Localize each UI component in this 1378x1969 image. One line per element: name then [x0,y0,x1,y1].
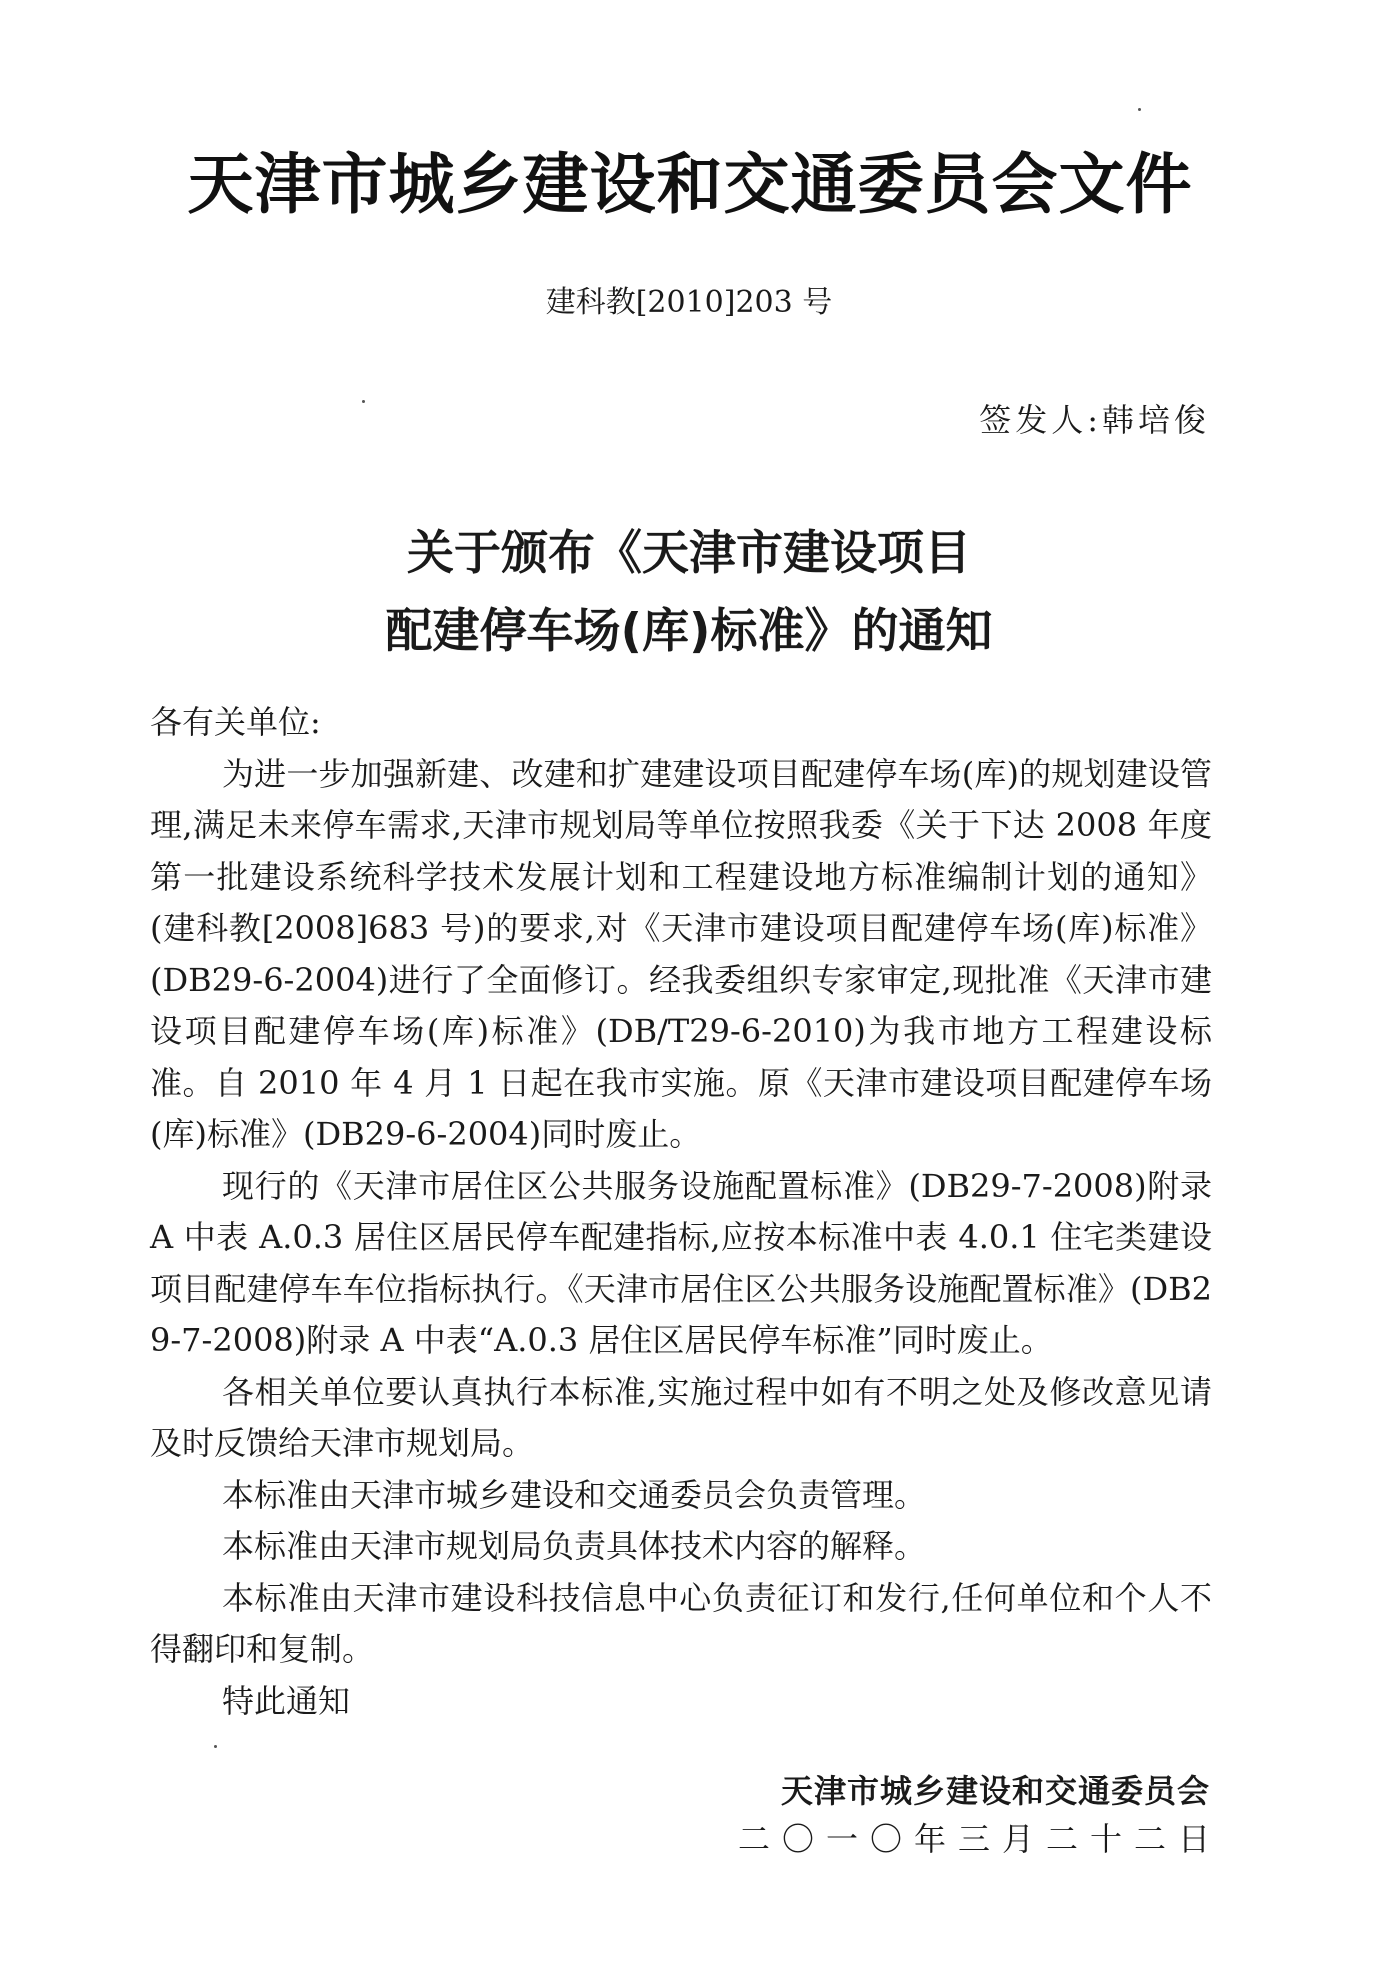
signing-organization: 天津市城乡建设和交通委员会 [780,1772,1210,1810]
body-paragraph: 各相关单位要认真执行本标准,实施过程中如有不明之处及修改意见请及时反馈给天津市规划局。 [150,1372,1212,1462]
body-paragraph: 本标准由天津市规划局负责具体技术内容的解释。 [222,1527,927,1565]
signing-date: 二〇一〇年三月二十二日 [737,1820,1222,1858]
scan-speck [362,400,365,403]
body-paragraph: 现行的《天津市居住区公共服务设施配置标准》(DB29-7-2008)附录 A 中表 A.0.3 居住区居民停车配建指标,应按本标准中表 4.0.1 住宅类建设项目配建停车车位指标执行。《天津市居住区公共服务设施配置标准》(DB29-7-2008)附录 A 中表“A.0.3 居住区居民停车标准”同时废止。 [150,1166,1212,1359]
notice-title-line-2: 配建停车场(库)标准》的通知 [385,604,993,659]
document-header-title: 天津市城乡建设和交通委员会文件 [187,146,1193,223]
scan-speck [1138,108,1141,111]
body-paragraph: 本标准由天津市城乡建设和交通委员会负责管理。 [222,1475,927,1514]
document-number: 建科教[2010]203 号 [545,285,833,320]
notice-title [0,515,1378,671]
notice-body [150,697,1212,1727]
closing-phrase: 特此通知 [222,1681,351,1720]
body-paragraph: 为进一步加强新建、改建和扩建建设项目配建停车场(库)的规划建设管理,满足未来停车需求,天津市规划局等单位按照我委《关于下达 2008 年度第一批建设系统科学技术发展计划和工程建设地方标准编制计划的通知》(建科教[2008]683 号)的要求,对《天津市建设项目配建停车场(库)标准》(DB29-6-2004)进行了全面修订。经我委组织专家审定,现批准《天津市建设项目配建停车场(库)标准》(DB/T29-6-2010)为我市地方工程建设标准。自 2010 年 4 月 1 日起在我市实施。原《天津市建设项目配建停车场(库)标准》(DB29-6-2004)同时废止。 [150,754,1212,1153]
signature-block [737,1768,1222,1864]
issuer-signature-line: 签发人:韩培俊 [979,401,1210,439]
scan-speck [214,1745,217,1748]
salutation: 各有关单位: [150,703,321,741]
body-paragraph: 本标准由天津市建设科技信息中心负责征订和发行,任何单位和个人不得翻印和复制。 [150,1578,1212,1668]
notice-title-line-1: 关于颁布《天津市建设项目 [407,526,971,581]
